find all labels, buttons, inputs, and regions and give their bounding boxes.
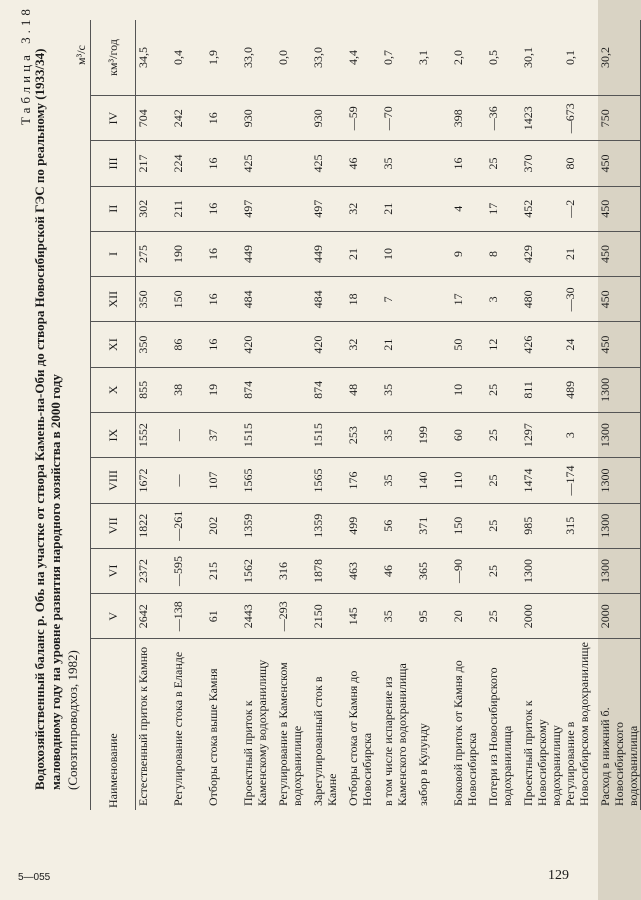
table-cell: 2642 [136, 594, 172, 639]
table-cell [563, 548, 598, 593]
table-cell [416, 141, 451, 186]
table-cell: 199 [416, 413, 451, 458]
table-cell: 25 [486, 367, 521, 412]
table-source: (Союзгипроводхоз, 1982) [65, 650, 80, 790]
table-cell: 0,7 [381, 20, 416, 96]
table-cell: —59 [346, 96, 381, 141]
table-cell: 1565 [241, 458, 276, 503]
table-row [171, 20, 206, 810]
table-title: Водохозяйственный баланс р. Обь на участке от створа Камень-на-Оби до створа Новосибирской ГЭС по реальному (1933/34) маловодному году на уровне развития народного хозяйства в 2000 году [32, 48, 63, 790]
table-cell: 17 [451, 277, 486, 322]
table-cell: 25 [486, 141, 521, 186]
table-cell: 4,4 [346, 20, 381, 96]
table-cell: 86 [171, 322, 206, 367]
table-row [381, 20, 416, 810]
table-cell: 0,1 [563, 20, 598, 96]
table-cell [276, 186, 311, 231]
table-cell: 302 [136, 186, 172, 231]
table-cell: 3 [486, 277, 521, 322]
column-header: XI [91, 322, 136, 367]
table-row [276, 20, 311, 810]
table-cell: 1359 [311, 503, 346, 548]
column-header: IX [91, 413, 136, 458]
page-number: 129 [548, 868, 569, 883]
table-cell: 1552 [136, 413, 172, 458]
table-cell: 224 [171, 141, 206, 186]
table-cell: 2000 [521, 594, 563, 639]
column-header: км³/год [91, 20, 136, 96]
table-cell: 2150 [311, 594, 346, 639]
table-cell: 450 [598, 277, 641, 322]
table-cell: —2 [563, 186, 598, 231]
table-cell: 35 [381, 594, 416, 639]
table-cell: 930 [311, 96, 346, 141]
table-cell: 19 [206, 367, 241, 412]
table-cell: 211 [171, 186, 206, 231]
table-cell: 61 [206, 594, 241, 639]
table-cell: 217 [136, 141, 172, 186]
row-name: Регулирование в Новосибирском водохранилище [563, 642, 591, 806]
table-cell: 38 [171, 367, 206, 412]
table-row [311, 20, 346, 810]
table-cell: 874 [311, 367, 346, 412]
table-cell: 275 [136, 231, 172, 276]
table-cell: 420 [241, 322, 276, 367]
table-cell: 450 [598, 322, 641, 367]
table-cell: 398 [451, 96, 486, 141]
table-cell: 452 [521, 186, 563, 231]
table-cell: 150 [171, 277, 206, 322]
table-cell: 1300 [598, 458, 641, 503]
table-cell: —293 [276, 594, 311, 639]
table-cell: 1300 [598, 503, 641, 548]
table-cell: 750 [598, 96, 641, 141]
table-cell: 2,0 [451, 20, 486, 96]
row-name: Проектный приток к Каменскому водохранилищу [241, 659, 269, 806]
column-header: VIII [91, 458, 136, 503]
table-cell: 16 [206, 277, 241, 322]
table-cell: 484 [241, 277, 276, 322]
table-cell: 95 [416, 594, 451, 639]
table-cell: —36 [486, 96, 521, 141]
table-cell: 450 [598, 186, 641, 231]
table-cell: 24 [563, 322, 598, 367]
table-cell: —673 [563, 96, 598, 141]
table-cell: 1297 [521, 413, 563, 458]
row-name: Зарегулированный сток в Камне [311, 676, 339, 806]
table-cell: 25 [486, 458, 521, 503]
table-cell [276, 322, 311, 367]
table-cell: 25 [486, 503, 521, 548]
column-header: II [91, 186, 136, 231]
table-row [486, 20, 521, 810]
table-cell: 3 [563, 413, 598, 458]
table-cell: 80 [563, 141, 598, 186]
table-cell [276, 458, 311, 503]
units-label: м³/с [74, 45, 88, 65]
table-row [346, 20, 381, 810]
table-cell: 107 [206, 458, 241, 503]
table-cell: 2000 [598, 594, 641, 639]
table-cell: 253 [346, 413, 381, 458]
table-cell: 35 [381, 413, 416, 458]
table-cell: 985 [521, 503, 563, 548]
table-cell: 9 [451, 231, 486, 276]
table-cell: —70 [381, 96, 416, 141]
table-cell: 16 [206, 186, 241, 231]
table-cell: 33,0 [311, 20, 346, 96]
table-cell: 497 [241, 186, 276, 231]
table-cell [416, 277, 451, 322]
table-cell: 499 [346, 503, 381, 548]
table-cell: 704 [136, 96, 172, 141]
column-header-name: Наименование [91, 639, 136, 810]
table-row [598, 20, 641, 810]
table-cell: 420 [311, 322, 346, 367]
table-cell: —174 [563, 458, 598, 503]
table-cell: 2372 [136, 548, 172, 593]
table-cell: 350 [136, 277, 172, 322]
table-cell: 60 [451, 413, 486, 458]
table-cell: 3,1 [416, 20, 451, 96]
table-cell: 449 [311, 231, 346, 276]
table-cell: — [171, 458, 206, 503]
row-name: в том числе испарение из Каменского водохранилища [381, 663, 409, 806]
column-header: XII [91, 277, 136, 322]
table-cell: 16 [206, 96, 241, 141]
table-cell: 215 [206, 548, 241, 593]
table-cell: 484 [311, 277, 346, 322]
table-cell: 0,5 [486, 20, 521, 96]
row-name: Регулирование стока в Еланде [171, 651, 185, 806]
table-cell [563, 594, 598, 639]
table-cell: 190 [171, 231, 206, 276]
table-cell: 450 [598, 141, 641, 186]
table-cell [416, 231, 451, 276]
table-cell: 1515 [311, 413, 346, 458]
table-cell: 316 [276, 548, 311, 593]
table-cell: 497 [311, 186, 346, 231]
table-cell: 10 [381, 231, 416, 276]
table-cell: 25 [486, 548, 521, 593]
table-cell: 21 [381, 322, 416, 367]
table-cell: 425 [241, 141, 276, 186]
table-cell: 371 [416, 503, 451, 548]
table-cell: 30,2 [598, 20, 641, 96]
table-row [521, 20, 563, 810]
table-cell: 16 [206, 141, 241, 186]
table-cell: 0,0 [276, 20, 311, 96]
table-cell: 7 [381, 277, 416, 322]
table-cell: 1822 [136, 503, 172, 548]
table-cell: 242 [171, 96, 206, 141]
table-cell: 18 [346, 277, 381, 322]
row-name: Потери из Новосибирского водохранилища [486, 667, 514, 806]
table-row [451, 20, 486, 810]
row-name: Отборы стока от Камня до Новосибирска [346, 670, 374, 806]
table-cell: 16 [206, 322, 241, 367]
column-header: IV [91, 96, 136, 141]
table-cell: 811 [521, 367, 563, 412]
table-cell: 46 [381, 548, 416, 593]
table-cell: 25 [486, 594, 521, 639]
table-cell [276, 503, 311, 548]
table-cell: 1515 [241, 413, 276, 458]
table-cell: 32 [346, 322, 381, 367]
column-header: III [91, 141, 136, 186]
table-cell: — [171, 413, 206, 458]
table-cell: 855 [136, 367, 172, 412]
table-cell: 8 [486, 231, 521, 276]
table-cell: 35 [381, 141, 416, 186]
footer-code: 5—055 [18, 872, 51, 883]
table-cell: 1359 [241, 503, 276, 548]
table-cell: 32 [346, 186, 381, 231]
table-cell: 425 [311, 141, 346, 186]
table-cell: 463 [346, 548, 381, 593]
table-cell: 874 [241, 367, 276, 412]
table-cell: 34,5 [136, 20, 172, 96]
table-cell: 1562 [241, 548, 276, 593]
table-cell: 365 [416, 548, 451, 593]
table-row [241, 20, 276, 810]
table-cell: 1672 [136, 458, 172, 503]
table-cell: 1300 [598, 548, 641, 593]
table-cell: 35 [381, 458, 416, 503]
row-name: Проектный приток к Новосибирскому водохранилищу [521, 700, 563, 806]
table-cell: 21 [346, 231, 381, 276]
table-cell: 480 [521, 277, 563, 322]
table-cell: 426 [521, 322, 563, 367]
table-cell: 12 [486, 322, 521, 367]
table-cell [276, 141, 311, 186]
table-cell: 1300 [598, 367, 641, 412]
table-cell: 10 [451, 367, 486, 412]
table-row [416, 20, 451, 810]
table-cell: 429 [521, 231, 563, 276]
table-row [563, 20, 598, 810]
water-balance-table [90, 20, 641, 810]
table-cell: —138 [171, 594, 206, 639]
table-cell [416, 96, 451, 141]
table-cell: 16 [451, 141, 486, 186]
table-cell: 4 [451, 186, 486, 231]
table-cell [416, 367, 451, 412]
table-cell: 48 [346, 367, 381, 412]
table-cell: 1300 [598, 413, 641, 458]
table-cell: 202 [206, 503, 241, 548]
table-cell: 25 [486, 413, 521, 458]
row-name: Естественный приток к Камню [136, 646, 150, 806]
table-cell: 1423 [521, 96, 563, 141]
table-cell: 30,1 [521, 20, 563, 96]
table-label: Таблица 3.18 [18, 5, 33, 125]
table-cell: —261 [171, 503, 206, 548]
table-cell [276, 231, 311, 276]
column-header: X [91, 367, 136, 412]
table-cell: 370 [521, 141, 563, 186]
table-cell [276, 367, 311, 412]
table-cell: 20 [451, 594, 486, 639]
table-cell [276, 277, 311, 322]
table-cell: 17 [486, 186, 521, 231]
table-cell: 1565 [311, 458, 346, 503]
table-cell [276, 96, 311, 141]
table-cell: 110 [451, 458, 486, 503]
table-cell: 50 [451, 322, 486, 367]
row-name: Боковой приток от Камня до Новосибирска [451, 660, 479, 806]
table-cell: 489 [563, 367, 598, 412]
table-row [136, 20, 172, 810]
table-cell: 1474 [521, 458, 563, 503]
row-name: забор в Кулунду [416, 723, 430, 806]
table-cell: 35 [381, 367, 416, 412]
table-cell: 16 [206, 231, 241, 276]
table-cell: 315 [563, 503, 598, 548]
table-cell: 1878 [311, 548, 346, 593]
table-cell: 450 [598, 231, 641, 276]
table-cell: 21 [381, 186, 416, 231]
row-name: Отборы стока выше Камня [206, 668, 220, 806]
table-cell: 140 [416, 458, 451, 503]
table-cell: —90 [451, 548, 486, 593]
table-cell: 930 [241, 96, 276, 141]
table-cell: 46 [346, 141, 381, 186]
table-cell: 449 [241, 231, 276, 276]
table-cell [416, 322, 451, 367]
table-cell: 150 [451, 503, 486, 548]
table-cell: 0,4 [171, 20, 206, 96]
table-cell [416, 186, 451, 231]
table-cell: 145 [346, 594, 381, 639]
table-cell: 2443 [241, 594, 276, 639]
table-cell: 1300 [521, 548, 563, 593]
column-header: VII [91, 503, 136, 548]
table-header-row [91, 20, 136, 810]
column-header: V [91, 594, 136, 639]
table-cell: —30 [563, 277, 598, 322]
column-header: VI [91, 548, 136, 593]
table-cell: —595 [171, 548, 206, 593]
row-name: Регулирование в Каменском водохранилище [276, 662, 304, 806]
column-header: I [91, 231, 136, 276]
table-cell: 176 [346, 458, 381, 503]
table-cell: 37 [206, 413, 241, 458]
table-row [206, 20, 241, 810]
table-cell: 56 [381, 503, 416, 548]
row-name: Расход в нижний б. Новосибирского водохранилища [598, 639, 641, 810]
table-cell: 350 [136, 322, 172, 367]
table-cell: 21 [563, 231, 598, 276]
table-cell: 1,9 [206, 20, 241, 96]
table-cell [276, 413, 311, 458]
table-cell: 33,0 [241, 20, 276, 96]
